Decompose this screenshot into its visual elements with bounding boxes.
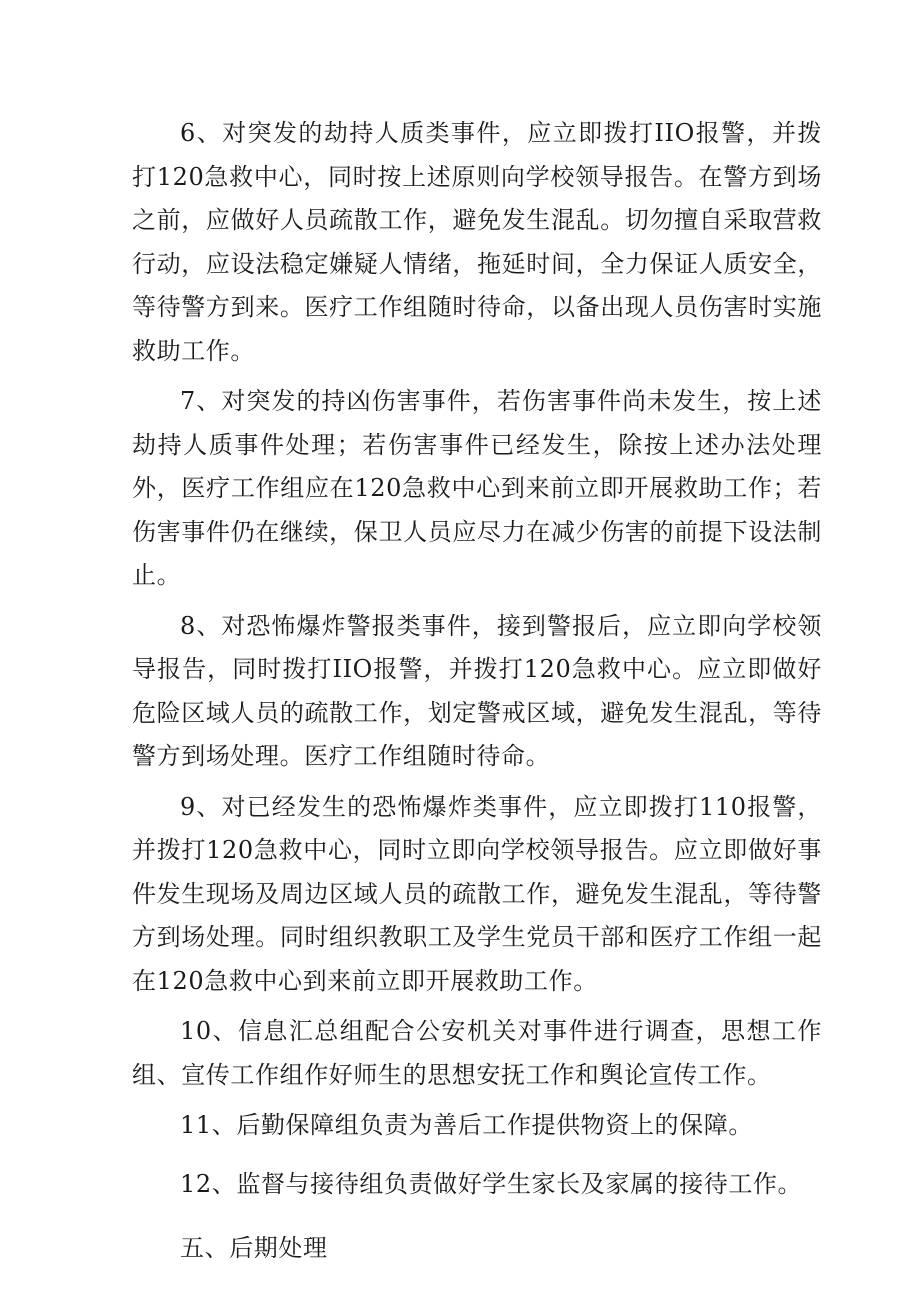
document-body [132,112,822,1271]
paragraph-item-10: 10、信息汇总组配合公安机关对事件进行调查，思想工作组、宣传工作组作好师生的思想安抚工作和舆论宣传工作。 [132,1017,822,1089]
paragraph-item-12: 12、监督与接待组负责做好学生家长及家属的接待工作。 [180,1169,803,1198]
section-heading: 五、后期处理 [180,1234,328,1262]
paragraph-item-11: 11、后勤保障组负责为善后工作提供物资上的保障。 [180,1111,753,1139]
paragraph-item-8: 8、对恐怖爆炸警报类事件，接到警报后，应立即向学校领导报告，同时拨打IIO报警，并拨打120急救中心。应立即做好危险区域人员的疏散工作，划定警戒区域，避免发生混乱，等待警方到场处理。医疗工作组随时待命。 [132,611,822,770]
paragraph-item-6: 6、对突发的劫持人质类事件，应立即拨打IIO报警，并拨打120急救中心，同时按上述原则向学校领导报告。在警方到场之前，应做好人员疏散工作，避免发生混乱。切勿擅自采取营救行动，应设法稳定嫌疑人情绪，拖延时间，全力保证人质安全，等待警方到来。医疗工作组随时待命，以备出现人员伤害时实施救助工作。 [132,119,822,365]
paragraph-item-9: 9、对已经发生的恐怖爆炸类事件，应立即拨打110报警，并拨打120急救中心，同时立即向学校领导报告。应立即做好事件发生现场及周边区域人员的疏散工作，避免发生混乱，等待警方到场处理。同时组织教职工及学生党员干部和医疗工作组一起在120急救中心到来前立即开展救助工作。 [132,792,822,995]
paragraph-item-7: 7、对突发的持凶伤害事件，若伤害事件尚未发生，按上述劫持人质事件处理；若伤害事件已经发生，除按上述办法处理外，医疗工作组应在120急救中心到来前立即开展救助工作；若伤害事件仍在继续，保卫人员应尽力在减少伤害的前提下设法制止。 [132,387,822,589]
